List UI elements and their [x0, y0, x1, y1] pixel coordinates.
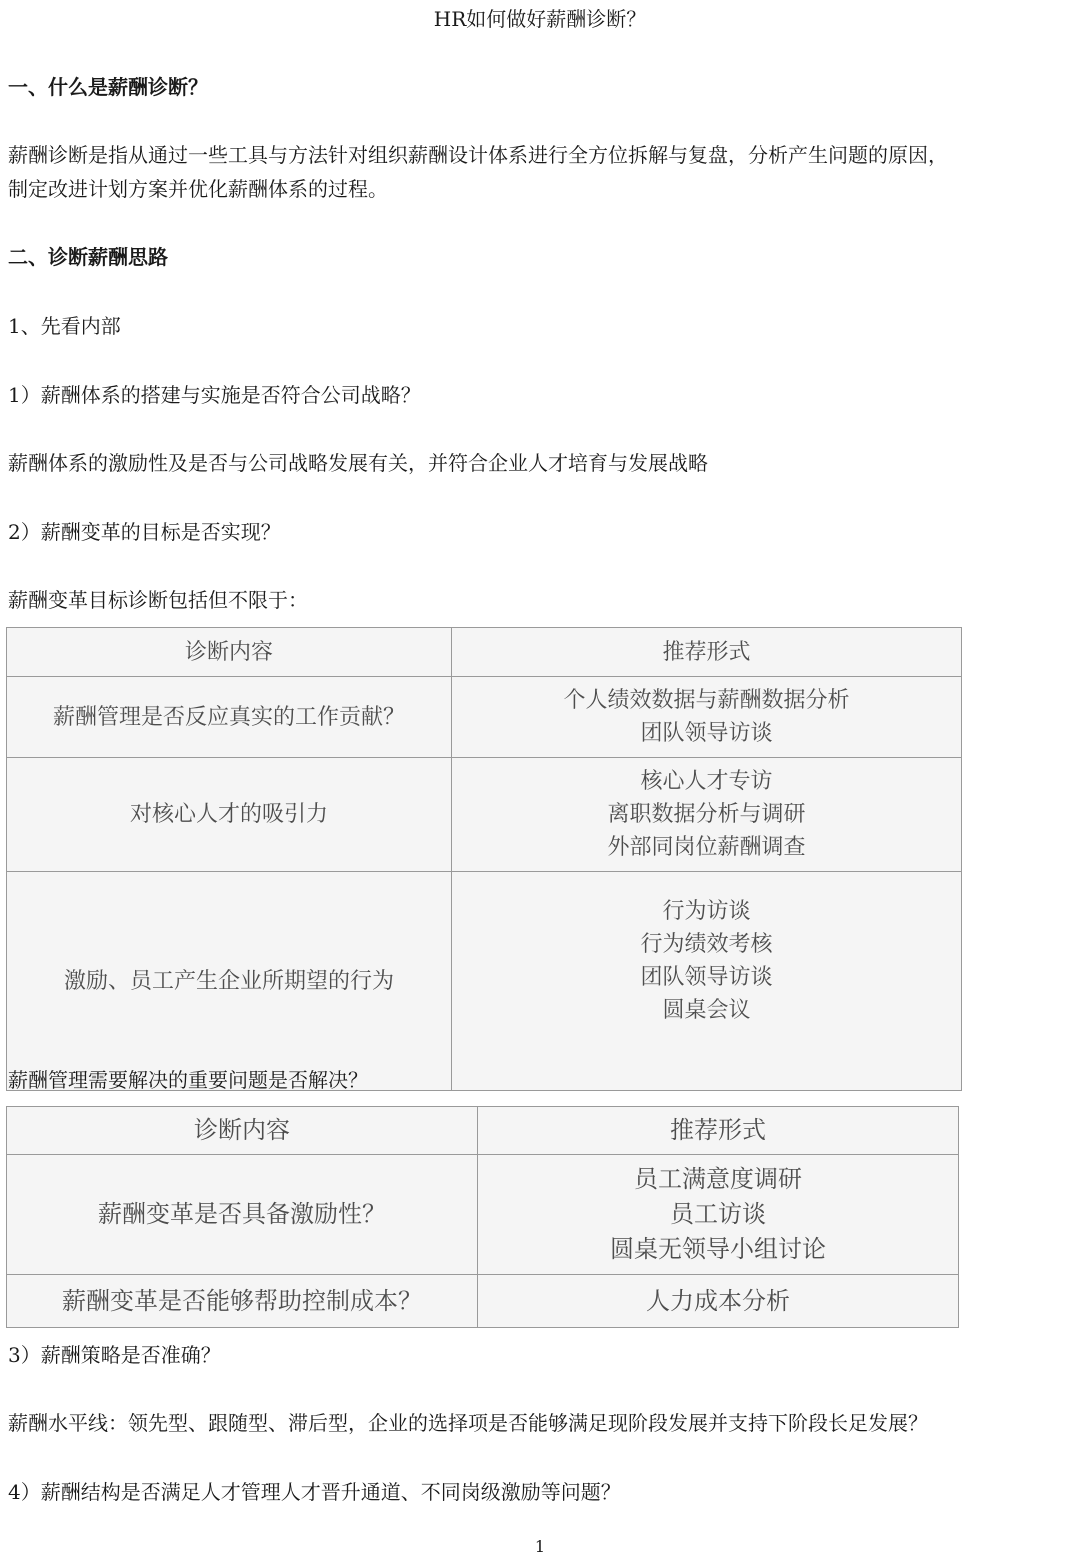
section-1-paragraph-line-2: 制定改进计划方案并优化薪酬体系的过程。 [8, 177, 388, 201]
diagnosis-table-1 [6, 627, 962, 1091]
form-item: 圆桌会议 [662, 998, 751, 1023]
question-1-text: 薪酬体系的激励性及是否与公司战略发展有关，并符合企业人才培育与发展战略 [8, 451, 708, 475]
table-row [7, 677, 962, 758]
table-header-cell: 诊断内容 [7, 1107, 478, 1155]
form-item: 团队领导访谈 [640, 965, 773, 990]
table-row [7, 1275, 959, 1328]
form-item: 员工访谈 [670, 1200, 766, 1228]
form-item: 人力成本分析 [646, 1286, 790, 1315]
table-header-row [7, 628, 962, 677]
page-number: 1 [534, 1537, 546, 1556]
diagnosis-table-2 [6, 1106, 959, 1328]
table-row [7, 872, 962, 1091]
diagnosis-content-cell: 对核心人才的吸引力 [7, 758, 452, 872]
diagnosis-content-cell: 薪酬变革是否具备激励性？ [7, 1155, 478, 1275]
form-item: 员工满意度调研 [634, 1165, 802, 1193]
form-item: 核心人才专访 [640, 769, 773, 794]
section-1-paragraph-line-1: 薪酬诊断是指从通过一些工具与方法针对组织薪酬设计体系进行全方位拆解与复盘，分析产生问题的原因， [8, 143, 948, 167]
recommended-form-cell [452, 677, 962, 758]
question-2-intro: 薪酬变革目标诊断包括但不限于： [8, 588, 308, 612]
form-item: 行为绩效考核 [640, 932, 773, 957]
question-4: 4）薪酬结构是否满足人才管理人才晋升通道、不同岗级激励等问题？ [8, 1480, 621, 1504]
recommended-form-cell [452, 872, 962, 1091]
table-header-cell: 诊断内容 [7, 628, 452, 677]
form-item: 团队领导访谈 [640, 721, 773, 746]
question-3: 3）薪酬策略是否准确？ [8, 1343, 221, 1367]
form-item: 个人绩效数据与薪酬数据分析 [563, 688, 850, 713]
section-1-heading: 一、什么是薪酬诊断？ [8, 75, 208, 99]
question-2: 2）薪酬变革的目标是否实现？ [8, 520, 281, 544]
question-3-text: 薪酬水平线：领先型、跟随型、滞后型，企业的选择项是否能够满足现阶段发展并支持下阶段长足发展？ [8, 1411, 928, 1435]
section-2-heading: 二、诊断薪酬思路 [8, 245, 168, 269]
recommended-form-cell [478, 1275, 959, 1328]
question-1: 1）薪酬体系的搭建与实施是否符合公司战略？ [8, 383, 421, 407]
form-item: 圆桌无领导小组讨论 [610, 1235, 826, 1263]
form-item: 外部同岗位薪酬调查 [607, 835, 806, 860]
table-row [7, 758, 962, 872]
table-row [7, 1155, 959, 1275]
question-2b-intro: 薪酬管理需要解决的重要问题是否解决？ [8, 1068, 368, 1092]
recommended-form-cell [452, 758, 962, 872]
document-title: HR如何做好薪酬诊断？ [433, 7, 647, 31]
form-item: 离职数据分析与调研 [607, 802, 806, 827]
diagnosis-content-cell: 薪酬变革是否能够帮助控制成本？ [7, 1275, 478, 1328]
table-header-row [7, 1107, 959, 1155]
form-item: 行为访谈 [662, 899, 751, 924]
table-header-cell: 推荐形式 [478, 1107, 959, 1155]
table-header-cell: 推荐形式 [452, 628, 962, 677]
diagnosis-content-cell: 激励、员工产生企业所期望的行为 [7, 872, 452, 1091]
diagnosis-content-cell: 薪酬管理是否反应真实的工作贡献？ [7, 677, 452, 758]
subheading-internal: 1、先看内部 [8, 314, 121, 338]
recommended-form-cell [478, 1155, 959, 1275]
